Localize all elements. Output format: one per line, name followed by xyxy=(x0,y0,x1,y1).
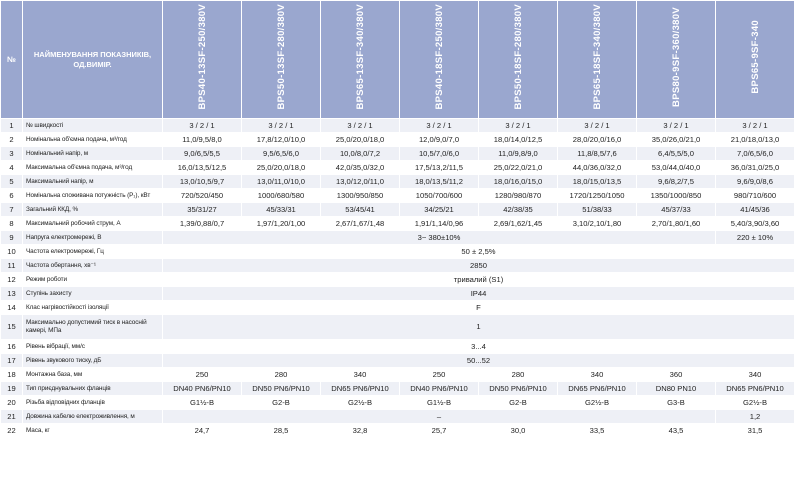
cell-value: 16,0/13,5/12,5 xyxy=(163,161,242,175)
cell-value: 1000/680/580 xyxy=(242,189,321,203)
cell-value: 3 / 2 / 1 xyxy=(242,119,321,133)
cell-value: 2,69/1,62/1,45 xyxy=(479,217,558,231)
header-model xyxy=(479,1,558,119)
cell-value: 18,0/16,0/15,0 xyxy=(479,175,558,189)
row-label: Максимально допустимий тиск в насосній камері, МПа xyxy=(23,315,163,340)
cell-value: 1,2 xyxy=(716,410,794,424)
cell-value: 2,70/1,80/1,60 xyxy=(637,217,716,231)
cell-merged: 2850 xyxy=(163,259,794,273)
cell-value: 340 xyxy=(321,368,400,382)
cell-value: 280 xyxy=(479,368,558,382)
cell-value: 3 / 2 / 1 xyxy=(558,119,637,133)
cell-value: 24,7 xyxy=(163,424,242,438)
cell-value: 10,5/7,0/6,0 xyxy=(400,147,479,161)
cell-value: 1300/950/850 xyxy=(321,189,400,203)
row-number: 18 xyxy=(1,368,23,382)
cell-value: 250 xyxy=(163,368,242,382)
cell-merged: тривалий (S1) xyxy=(163,273,794,287)
cell-value: DN65 PN6/PN10 xyxy=(558,382,637,396)
header-model-label: BPS65-13SF-340/380V xyxy=(354,4,366,110)
table-row xyxy=(1,354,794,368)
row-number: 13 xyxy=(1,287,23,301)
cell-value: 3 / 2 / 1 xyxy=(716,119,794,133)
cell-value: 42/38/35 xyxy=(479,203,558,217)
cell-merged: 50...52 xyxy=(163,354,794,368)
cell-value: 720/520/450 xyxy=(163,189,242,203)
row-label: Номінальний напір, м xyxy=(23,147,163,161)
table-body xyxy=(1,119,794,438)
table-row xyxy=(1,315,794,340)
cell-value: 45/33/31 xyxy=(242,203,321,217)
cell-value: 1,39/0,88/0,7 xyxy=(163,217,242,231)
table-row xyxy=(1,410,794,424)
row-number: 17 xyxy=(1,354,23,368)
cell-value: 25,0/20,0/18,0 xyxy=(321,133,400,147)
cell-value: 340 xyxy=(558,368,637,382)
row-number: 15 xyxy=(1,315,23,340)
cell-value: DN65 PN6/PN10 xyxy=(321,382,400,396)
row-label: Маса, кг xyxy=(23,424,163,438)
row-label: Напруга електромережі, В xyxy=(23,231,163,245)
cell-merged: 3...4 xyxy=(163,340,794,354)
cell-merged: IP44 xyxy=(163,287,794,301)
cell-value: 1,91/1,14/0,96 xyxy=(400,217,479,231)
header-num: № xyxy=(1,1,23,119)
cell-value: 31,5 xyxy=(716,424,794,438)
cell-value: 30,0 xyxy=(479,424,558,438)
cell-value: 25,0/20,0/18,0 xyxy=(242,161,321,175)
row-label: Режим роботи xyxy=(23,273,163,287)
row-number: 2 xyxy=(1,133,23,147)
cell-value: 12,0/9,0/7,0 xyxy=(400,133,479,147)
cell-value: 5,40/3,90/3,60 xyxy=(716,217,794,231)
table-row xyxy=(1,424,794,438)
header-model-label: BPS65-9SF-340 xyxy=(749,20,761,94)
cell-value: 53/45/41 xyxy=(321,203,400,217)
row-label: Тип приєднувальних фланців xyxy=(23,382,163,396)
cell-value: 3 / 2 / 1 xyxy=(479,119,558,133)
header-name: НАЙМЕНУВАННЯ ПОКАЗНИКІВ, ОД.ВИМІР. xyxy=(23,1,163,119)
cell-value: 53,0/44,0/40,0 xyxy=(637,161,716,175)
row-label: Максимальна об'ємна подача, м³/год xyxy=(23,161,163,175)
row-number: 12 xyxy=(1,273,23,287)
row-label: Загальний ККД, % xyxy=(23,203,163,217)
header-model-label: BPS50-18SF-280/380V xyxy=(512,4,524,110)
header-model xyxy=(321,1,400,119)
row-label: Рівень звукового тиску, дБ xyxy=(23,354,163,368)
table-row xyxy=(1,245,794,259)
cell-value: 9,6/9,0/8,6 xyxy=(716,175,794,189)
cell-value: G1½-B xyxy=(163,396,242,410)
cell-value: 17,5/13,2/11,5 xyxy=(400,161,479,175)
row-label: Номінальна споживана потужність (P₁), кВт xyxy=(23,189,163,203)
table-row xyxy=(1,231,794,245)
row-label: Різьба відповідних фланців xyxy=(23,396,163,410)
cell-value: 9,0/6,5/5,5 xyxy=(163,147,242,161)
table-row xyxy=(1,119,794,133)
table-row xyxy=(1,382,794,396)
table-header xyxy=(1,1,794,119)
cell-value: 44,0/36,0/32,0 xyxy=(558,161,637,175)
table-row xyxy=(1,287,794,301)
header-model xyxy=(558,1,637,119)
cell-value: 9,6/8,2/7,5 xyxy=(637,175,716,189)
cell-value: 35/31/27 xyxy=(163,203,242,217)
cell-value: 3 / 2 / 1 xyxy=(321,119,400,133)
row-number: 11 xyxy=(1,259,23,273)
row-number: 19 xyxy=(1,382,23,396)
row-number: 6 xyxy=(1,189,23,203)
header-model xyxy=(716,1,794,119)
cell-value: 18,0/14,0/12,5 xyxy=(479,133,558,147)
header-model xyxy=(163,1,242,119)
header-model-label: BPS50-13SF-280/380V xyxy=(275,4,287,110)
cell-value: 45/37/33 xyxy=(637,203,716,217)
cell-merged: 50 ± 2,5% xyxy=(163,245,794,259)
table-row xyxy=(1,396,794,410)
row-number: 4 xyxy=(1,161,23,175)
table-row xyxy=(1,175,794,189)
cell-value: 28,0/20,0/16,0 xyxy=(558,133,637,147)
cell-value: 36,0/31,0/25,0 xyxy=(716,161,794,175)
cell-value: G2½-B xyxy=(558,396,637,410)
cell-value: G3-B xyxy=(637,396,716,410)
cell-value: 21,0/18,0/13,0 xyxy=(716,133,794,147)
row-number: 16 xyxy=(1,340,23,354)
cell-value: 13,0/12,0/11,0 xyxy=(321,175,400,189)
header-model xyxy=(637,1,716,119)
header-model-label: BPS40-18SF-250/380V xyxy=(433,4,445,110)
row-number: 3 xyxy=(1,147,23,161)
header-model-label: BPS40-13SF-250/380V xyxy=(196,4,208,110)
cell-merged: 3~ 380±10% xyxy=(163,231,716,245)
cell-value: 13,0/11,0/10,0 xyxy=(242,175,321,189)
row-label: Частота електромережі, Гц xyxy=(23,245,163,259)
cell-value: 3 / 2 / 1 xyxy=(637,119,716,133)
cell-merged: 1 xyxy=(163,315,794,340)
cell-value: DN80 PN10 xyxy=(637,382,716,396)
header-model xyxy=(242,1,321,119)
cell-value: 25,0/22,0/21,0 xyxy=(479,161,558,175)
table-row xyxy=(1,217,794,231)
cell-value: 980/710/600 xyxy=(716,189,794,203)
row-label: Максимальний напір, м xyxy=(23,175,163,189)
cell-value: 10,0/8,0/7,2 xyxy=(321,147,400,161)
row-label: Довжина кабелю електроживлення, м xyxy=(23,410,163,424)
cell-value: 41/45/36 xyxy=(716,203,794,217)
cell-merged: – xyxy=(163,410,716,424)
cell-value: 1280/980/870 xyxy=(479,189,558,203)
cell-value: 3 / 2 / 1 xyxy=(163,119,242,133)
cell-value: 17,8/12,0/10,0 xyxy=(242,133,321,147)
row-number: 5 xyxy=(1,175,23,189)
cell-value: 18,0/13,5/11,2 xyxy=(400,175,479,189)
table-row xyxy=(1,340,794,354)
cell-value: 34/25/21 xyxy=(400,203,479,217)
cell-value: 32,8 xyxy=(321,424,400,438)
cell-value: DN50 PN6/PN10 xyxy=(242,382,321,396)
cell-value: 28,5 xyxy=(242,424,321,438)
cell-value: 340 xyxy=(716,368,794,382)
cell-value: G2½-B xyxy=(716,396,794,410)
row-number: 22 xyxy=(1,424,23,438)
cell-value: 3,10/2,10/1,80 xyxy=(558,217,637,231)
header-model-label: BPS80-9SF-360/380V xyxy=(670,7,682,107)
header-model xyxy=(400,1,479,119)
cell-value: G2-B xyxy=(479,396,558,410)
table-row xyxy=(1,133,794,147)
row-number: 9 xyxy=(1,231,23,245)
cell-value: G2-B xyxy=(242,396,321,410)
row-label: Ступінь захисту xyxy=(23,287,163,301)
cell-value: 1050/700/600 xyxy=(400,189,479,203)
header-model-label: BPS65-18SF-340/380V xyxy=(591,4,603,110)
cell-value: G1½-B xyxy=(400,396,479,410)
cell-value: 6,4/5,5/5,0 xyxy=(637,147,716,161)
cell-value: 11,8/8,5/7,6 xyxy=(558,147,637,161)
row-number: 10 xyxy=(1,245,23,259)
row-number: 7 xyxy=(1,203,23,217)
table-row xyxy=(1,203,794,217)
cell-value: 42,0/35,0/32,0 xyxy=(321,161,400,175)
cell-value: 1720/1250/1050 xyxy=(558,189,637,203)
row-number: 21 xyxy=(1,410,23,424)
table-row xyxy=(1,368,794,382)
cell-value: DN65 PN6/PN10 xyxy=(716,382,794,396)
row-number: 1 xyxy=(1,119,23,133)
cell-value: 25,7 xyxy=(400,424,479,438)
cell-value: 220 ± 10% xyxy=(716,231,794,245)
cell-value: 7,0/6,5/6,0 xyxy=(716,147,794,161)
table-row xyxy=(1,147,794,161)
row-label: Частота обертання, хв⁻¹ xyxy=(23,259,163,273)
cell-value: 3 / 2 / 1 xyxy=(400,119,479,133)
cell-value: 51/38/33 xyxy=(558,203,637,217)
cell-value: G2½-B xyxy=(321,396,400,410)
row-label: Рівень вібрації, мм/с xyxy=(23,340,163,354)
cell-value: 35,0/26,0/21,0 xyxy=(637,133,716,147)
cell-value: 18,0/15,0/13,5 xyxy=(558,175,637,189)
cell-value: 11,0/9,8/9,0 xyxy=(479,147,558,161)
row-label: Номінальна об'ємна подача, м³/год xyxy=(23,133,163,147)
cell-value: 360 xyxy=(637,368,716,382)
row-number: 8 xyxy=(1,217,23,231)
table-row xyxy=(1,259,794,273)
table-row xyxy=(1,161,794,175)
cell-value: DN40 PN6/PN10 xyxy=(400,382,479,396)
table-row xyxy=(1,301,794,315)
row-label: Клас нагрівостійкості ізоляції xyxy=(23,301,163,315)
cell-value: 280 xyxy=(242,368,321,382)
table-row xyxy=(1,189,794,203)
row-number: 20 xyxy=(1,396,23,410)
row-label: Монтажна база, мм xyxy=(23,368,163,382)
table-row xyxy=(1,273,794,287)
cell-value: 2,67/1,67/1,48 xyxy=(321,217,400,231)
row-number: 14 xyxy=(1,301,23,315)
cell-value: 11,0/9,5/8,0 xyxy=(163,133,242,147)
cell-value: DN50 PN6/PN10 xyxy=(479,382,558,396)
row-label: № швидкості xyxy=(23,119,163,133)
cell-value: 250 xyxy=(400,368,479,382)
cell-value: 13,0/10,5/9,7 xyxy=(163,175,242,189)
cell-value: 33,5 xyxy=(558,424,637,438)
cell-value: 9,5/6,5/6,0 xyxy=(242,147,321,161)
cell-value: DN40 PN6/PN10 xyxy=(163,382,242,396)
cell-merged: F xyxy=(163,301,794,315)
row-label: Максимальний робочий струм, А xyxy=(23,217,163,231)
cell-value: 1,97/1,20/1,00 xyxy=(242,217,321,231)
cell-value: 43,5 xyxy=(637,424,716,438)
cell-value: 1350/1000/850 xyxy=(637,189,716,203)
